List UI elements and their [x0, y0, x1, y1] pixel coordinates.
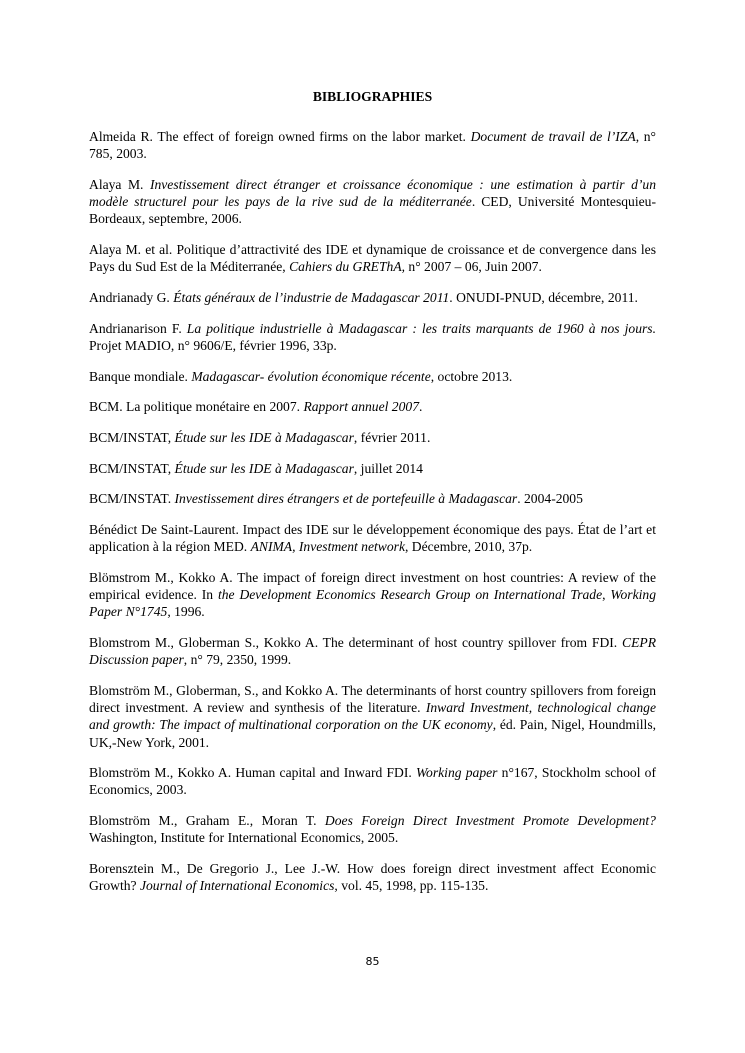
reference-entry — [89, 460, 656, 477]
reference-entry — [89, 682, 656, 751]
page-title: BIBLIOGRAPHIES — [312, 89, 433, 104]
reference-text: , n° 785, 2003. — [89, 129, 656, 162]
reference-italic-text: La politique industrielle à Madagascar : les traits marquants de 1960 à nos jours. — [186, 320, 656, 336]
reference-italic-text: Investissement direct étranger et croissance économique : une estimation à partir d’un modèle structurel pour les pays de la rive sud de la méditerranée — [89, 176, 656, 210]
reference-entry — [89, 128, 656, 162]
reference-italic-text: CEPR Discussion paper — [89, 635, 656, 668]
reference-text: Andrianady G. — [89, 289, 174, 305]
reference-text: BCM. La politique monétaire en 2007. — [89, 399, 304, 415]
reference-text: Projet MADIO, n° 9606/E, février 1996, 33p. — [89, 337, 337, 353]
page-number: 85 — [365, 955, 380, 968]
reference-entry — [89, 320, 656, 354]
reference-text: . — [419, 399, 423, 415]
reference-text: n°167, Stockholm school of Economics, 2003. — [89, 765, 656, 798]
reference-italic-text: Working Paper N°1745 — [89, 587, 656, 620]
reference-text: Washington, Institute for International Economics, 2005. — [89, 830, 399, 846]
reference-entry — [89, 490, 656, 507]
reference-entry — [89, 176, 656, 228]
reference-entry — [89, 634, 656, 668]
reference-text: Blomström M., Graham E., Moran T. — [89, 813, 325, 829]
reference-text: , Décembre, 2010, 37p. — [404, 539, 533, 555]
reference-text: . ONUDI-PNUD, décembre, 2011. — [449, 289, 638, 305]
reference-text: Almeida R. The effect of foreign owned firms on the labor market. — [89, 129, 471, 144]
reference-entry — [89, 812, 656, 846]
reference-text: Blomström M., Kokko A. Human capital and Inward FDI. — [89, 765, 416, 781]
reference-text: BCM/INSTAT, — [89, 429, 175, 445]
reference-text: BCM/INSTAT. — [89, 491, 175, 507]
reference-text: n° 2007 – 06, Juin 2007. — [405, 259, 542, 275]
reference-entry — [89, 241, 656, 275]
reference-italic-text: Working paper — [415, 765, 498, 781]
reference-entry — [89, 860, 656, 894]
reference-italic-text: Cahiers du GREThA, — [289, 259, 406, 275]
reference-text: Blömstrom M., Kokko A. The impact of foreign direct investment on host countries: A review of the empirical evidence. In — [89, 569, 656, 603]
reference-list — [89, 128, 656, 908]
reference-italic-text: Madagascar- évolution économique récente — [191, 368, 431, 384]
reference-italic-text: Investissement dires étrangers et de portefeuille à Madagascar — [174, 491, 518, 507]
reference-text: BCM/INSTAT, — [89, 460, 175, 476]
reference-italic-text: Étude sur les IDE à Madagascar — [174, 429, 354, 445]
reference-italic-text: Does Foreign Direct Investment Promote Development? — [324, 813, 656, 829]
reference-italic-text: ANIMA, Investment network — [250, 539, 405, 555]
reference-entry — [89, 569, 656, 621]
reference-text: Banque mondiale. — [89, 368, 192, 384]
reference-entry — [89, 521, 656, 555]
reference-text: , éd. Pain, Nigel, Houndmills, UK,-New York, 2001. — [89, 717, 657, 750]
reference-italic-text: Inward Investment, technological change and growth: The impact of multinational corporation on the UK economy — [89, 700, 656, 733]
reference-entry — [89, 429, 656, 446]
reference-text: , vol. 45, 1998, pp. 115-135. — [334, 878, 489, 894]
reference-text: Blomstrom M., Globerman S., Kokko A. The determinant of host country spillover from FDI. — [89, 635, 623, 651]
reference-italic-text: Rapport annuel 2007 — [303, 399, 419, 415]
reference-text: . CED, Université Montesquieu-Bordeaux, septembre, 2006. — [89, 194, 656, 227]
reference-entry — [89, 398, 656, 415]
reference-text: Alaya M. et al. Politique d’attractivité des IDE et dynamique de croissance et de convergence dans les Pays du Sud Est de la Méditerranée, — [89, 242, 656, 275]
reference-text: , juillet 2014 — [353, 460, 423, 476]
reference-entry — [89, 368, 656, 385]
reference-italic-text: États généraux de l’industrie de Madagascar 2011 — [173, 289, 450, 305]
reference-text: , — [602, 587, 611, 603]
reference-text: Blomström M., Globerman, S., and Kokko A. The determinants of horst country spillovers from foreign direct investment. A review and synthesis of the literature. — [89, 682, 656, 716]
reference-text: Borensztein M., De Gregorio J., Lee J.-W. How does foreign direct investment affect Economic Growth? — [89, 861, 656, 894]
reference-italic-text: Document de travail de l’IZA — [470, 129, 636, 144]
reference-text: , 1996. — [167, 604, 205, 620]
reference-text: Andrianarison F. — [89, 320, 187, 336]
reference-entry — [89, 289, 656, 306]
reference-text: . 2004-2005 — [517, 491, 583, 507]
reference-entry — [89, 764, 656, 798]
reference-italic-text: Journal of International Economics — [139, 878, 335, 894]
reference-text: Alaya M. — [89, 176, 150, 192]
reference-italic-text: Étude sur les IDE à Madagascar — [174, 460, 354, 476]
reference-text: Bénédict De Saint-Laurent. Impact des IDE sur le développement économique des pays. État de l’art et application à la région MED. — [89, 522, 656, 555]
reference-text: , février 2011. — [353, 429, 431, 445]
reference-text: , n° 79, 2350, 1999. — [183, 652, 292, 668]
reference-italic-text: the Development Economics Research Group on International Trade — [217, 587, 603, 603]
reference-text: , octobre 2013. — [430, 368, 513, 384]
